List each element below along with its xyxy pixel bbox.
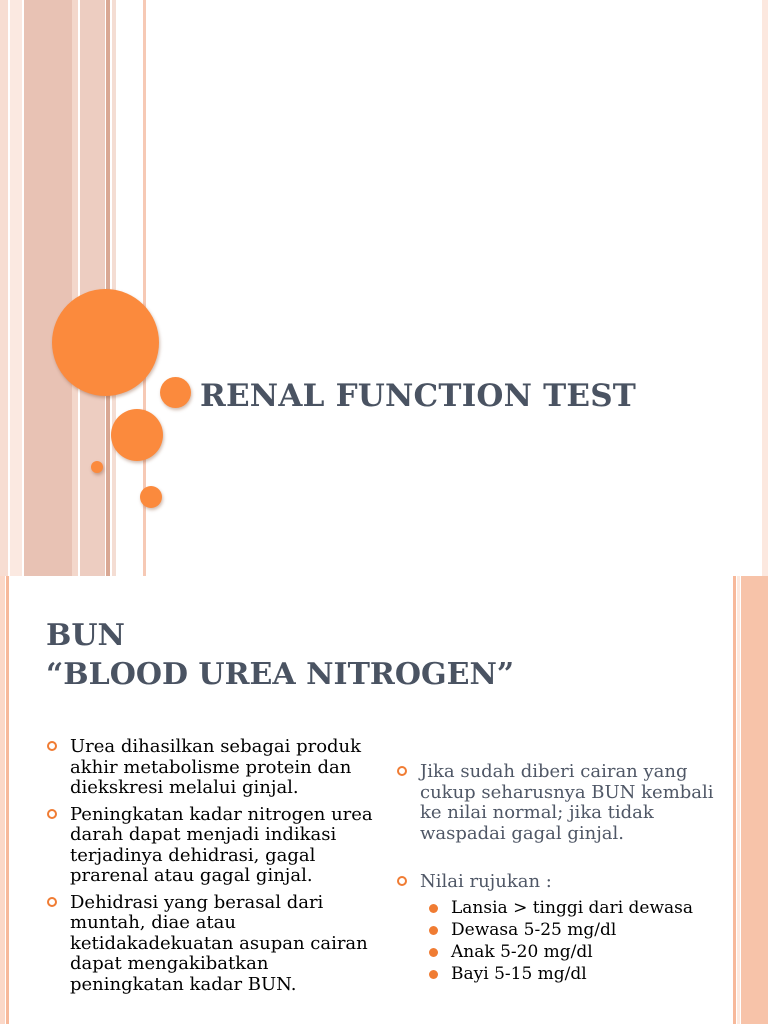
list-item [396, 872, 716, 985]
slide-heading [46, 616, 514, 694]
reference-value-item [420, 941, 716, 963]
reference-value-text: Lansia > tinggi dari dewasa [451, 897, 694, 918]
decorative-stripe [741, 576, 768, 1024]
reference-values-list [420, 897, 716, 985]
ring-bullet-icon [47, 809, 57, 819]
decorative-stripe [0, 576, 5, 1024]
right-bullet-list [396, 762, 716, 991]
bullet-text: Peningkatan kadar nitrogen urea darah dapat menjadi indikasi terjadinya dehidrasi, gagal prarenal atau gagal ginjal. [70, 803, 373, 886]
decorative-stripe [72, 0, 78, 576]
content-slide [0, 576, 768, 1024]
decorative-circle [140, 486, 162, 508]
left-bullet-list [46, 737, 376, 1001]
spacer [396, 850, 716, 872]
list-item [46, 805, 376, 887]
decorative-stripe [762, 0, 768, 576]
decorative-stripe [112, 0, 116, 576]
decorative-circle [160, 377, 191, 408]
decorative-stripe [6, 576, 9, 1024]
bullet-text: Jika sudah diberi cairan yang cukup seharusnya BUN kembali ke nilai normal; jika tidak waspadai gagal ginjal. [420, 761, 714, 844]
reference-value-item [420, 963, 716, 985]
decorative-circle-small [91, 461, 103, 473]
decorative-stripe [737, 576, 740, 1024]
ring-bullet-icon [47, 741, 57, 751]
dot-bullet-icon [429, 926, 438, 935]
list-item [396, 762, 716, 844]
ring-bullet-icon [397, 766, 407, 776]
bullet-text: Dehidrasi yang berasal dari muntah, diae atau ketidakadekuatan asupan cairan dapat mengakibatkan peningkatan kadar BUN. [70, 891, 368, 995]
list-item [46, 737, 376, 799]
dot-bullet-icon [429, 948, 438, 957]
decorative-stripe [10, 0, 22, 576]
bullet-text: Urea dihasilkan sebagai produk akhir metabolisme protein dan diekskresi melalui ginjal. [70, 736, 362, 798]
decorative-stripe [80, 0, 105, 576]
decorative-circle [111, 409, 163, 461]
ring-bullet-icon [47, 897, 57, 907]
decorative-stripe [24, 0, 72, 576]
ring-bullet-icon [397, 876, 407, 886]
bullet-text: Nilai rujukan : [420, 871, 552, 892]
dot-bullet-icon [429, 904, 438, 913]
decorative-circle-large [52, 289, 159, 396]
reference-value-item [420, 897, 716, 919]
dot-bullet-icon [429, 970, 438, 979]
slide-title: RENAL FUNCTION TEST [200, 378, 637, 414]
decorative-stripe [733, 576, 736, 1024]
decorative-stripe [106, 0, 110, 576]
heading-line-1: BUN [46, 618, 125, 653]
reference-value-item [420, 919, 716, 941]
reference-value-text: Anak 5-20 mg/dl [451, 941, 593, 962]
reference-value-text: Bayi 5-15 mg/dl [451, 963, 587, 984]
heading-line-2: “BLOOD UREA NITROGEN” [46, 657, 515, 692]
decorative-stripe [0, 0, 8, 576]
reference-value-text: Dewasa 5-25 mg/dl [451, 919, 617, 940]
list-item [46, 893, 376, 996]
